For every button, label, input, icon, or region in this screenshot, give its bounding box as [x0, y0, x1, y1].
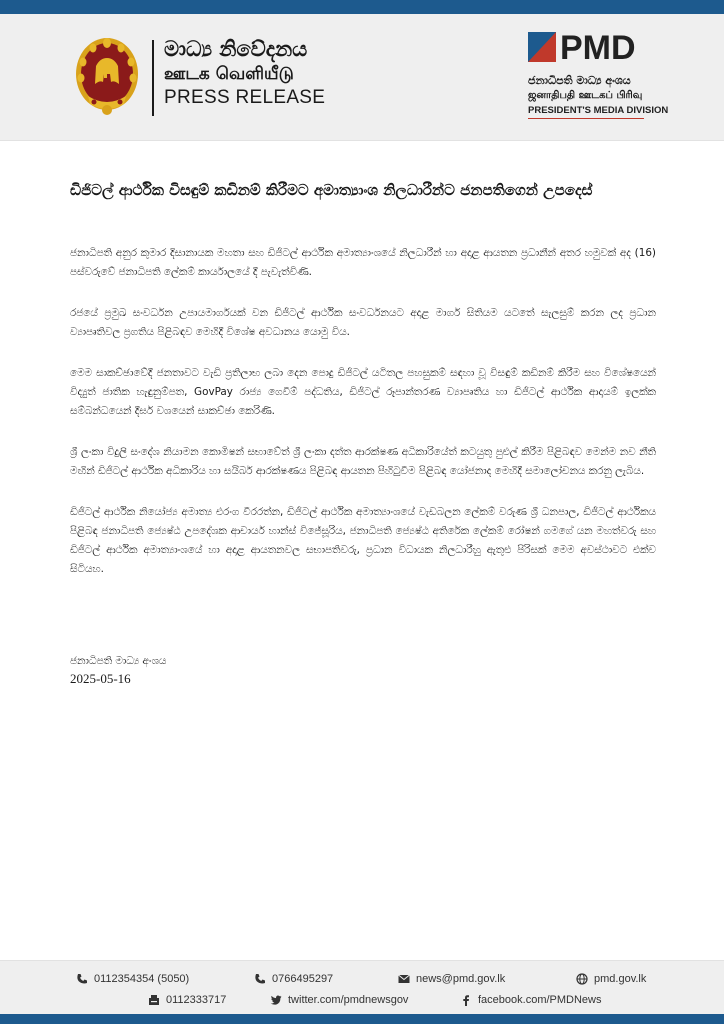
footer-facebook[interactable]	[460, 994, 602, 1006]
header-divider	[152, 40, 154, 116]
paragraph: මෙම සාකච්ඡාවේදී ජනතාවට වැඩි ප්‍රතිලාභ ලබා දෙන පොදු ඩිජිටල් යටිතල පහසුකම් සඳහා වූ විසඳුම් කඩිනම් කිරීම සහ විශේෂයෙන් විද්‍යුත් ජාතික හැඳුනුම්පත, GovPay රාජ්‍ය ගෙවීම් පද්ධතිය, ඩිජිටල් රූපාන්තරණ ව්‍යාපෘතිය හා ඩිජිටල් ආර්ථික ආදායම් ඉලක්ක සම්බන්ධයෙන් දීර්ඝ වශයෙන් සාකච්ඡා කෙරිණි.	[70, 367, 656, 417]
bottom-accent-stripe	[0, 1014, 724, 1024]
footer-website-text: pmd.gov.lk	[594, 973, 647, 985]
top-accent-stripe	[0, 0, 724, 14]
footer-phone-2-text: 0766495297	[272, 973, 334, 985]
pmd-name-english-text: PRESIDENT'S MEDIA DIVISION	[528, 105, 669, 116]
press-release-title	[164, 36, 394, 110]
footer-email[interactable]	[398, 973, 505, 985]
footer-twitter-text: twitter.com/pmdnewsgov	[288, 994, 409, 1006]
globe-icon	[576, 973, 588, 985]
article-heading: ඩිජිටල් ආර්ථික විසඳුම් කඩිනම් කිරීමට අමාත්‍යාංශ නිලධාරීන්ට ජනපතිගෙන් උපදෙස්	[70, 181, 593, 199]
pmd-name-sinhala: ජනාධිපති මාධ්‍ය අංශය	[528, 74, 631, 87]
footer-facebook-text: facebook.com/PMDNews	[478, 994, 602, 1006]
sri-lanka-emblem	[74, 34, 140, 118]
page-footer	[0, 960, 724, 1015]
signoff	[70, 652, 166, 688]
page-header	[0, 0, 724, 141]
pmd-underline	[528, 118, 644, 119]
pmd-logo-text: PMD	[560, 29, 636, 67]
footer-website[interactable]	[576, 973, 646, 985]
paragraph: රජයේ ප්‍රමුඛ සංවර්ධන උපායමාර්ගයක් වන ඩිජිටල් ආර්ථික සංවර්ධනයට අදාළ මාර්ග සිතියම යටතේ සැලසුම් කරන ලද ප්‍රධාන ව්‍යාපෘතිවල ප්‍රගතිය පිළිබඳව මෙහිදී විශේෂ අවධානය යොමු විය.	[70, 307, 656, 338]
fax-icon	[148, 994, 160, 1006]
title-sinhala: මාධ්‍ය නිවේදනය	[164, 37, 308, 61]
mail-icon	[398, 973, 410, 985]
footer-fax[interactable]	[148, 994, 226, 1006]
footer-fax-text: 0112333717	[166, 994, 227, 1006]
footer-phone-2[interactable]	[254, 973, 333, 985]
footer-email-text: news@pmd.gov.lk	[416, 973, 506, 985]
phone-icon	[254, 973, 266, 985]
release-date: 2025-05-16	[70, 671, 131, 686]
footer-phone-1-text: 0112354354 (5050)	[94, 973, 190, 985]
pmd-logo-icon	[528, 32, 556, 62]
article-body	[70, 178, 656, 601]
signoff-organization: ජනාධිපති මාධ්‍ය අංශය	[70, 655, 167, 667]
footer-phone-1[interactable]	[76, 973, 189, 985]
twitter-icon	[270, 994, 282, 1006]
paragraph: ශ්‍රී ලංකා විදුලි සංදේශ නියාමන කොමිෂන් සභාවේත් ශ්‍රී ලංකා දත්ත ආරක්ෂණ අධිකාරියේත් කටයුතු පුළුල් කිරීම පිළිබඳව මෙන්ම නව නීති මඟින් ඩිජිටල් ආර්ථික අධිකාරිය හා සයිබර් ආරක්ෂණය පිළිබඳ ආයතන පිහිටුවීම පිළිබඳ යෝජනාද මෙහිදී සමාලෝචනය කරනු ලැබිය.	[70, 446, 656, 477]
pmd-name-tamil: ஜனாதிபதி ஊடகப் பிரிவு	[528, 90, 643, 101]
facebook-icon	[460, 994, 472, 1006]
title-tamil: ஊடக வெளியீடு	[164, 64, 294, 84]
pmd-name-english	[528, 105, 668, 119]
footer-twitter[interactable]	[270, 994, 408, 1006]
paragraph: ජනාධිපති අනුර කුමාර දිසානායක මහතා සහ ඩිජිටල් ආර්ථික අමාත්‍යාංශයේ නිලධාරීන් හා අදාළ ආයතන ප්‍රධානීන් අතර හමුවක් අද (16) පස්වරුවේ ජනාධිපති ලේකම් කාර්යාලයේ දී පැවැත්විණි.	[70, 247, 656, 278]
paragraph: ඩිජිටල් ආර්ථික නියෝජ්‍ය අමාත්‍ය එරංග වීරරත්න, ඩිජිටල් ආර්ථික අමාත්‍යාංශයේ වැඩබලන ලේකම් වරුණ ශ්‍රී ධනපාල, ඩිජිටල් ආර්ථිකය පිළිබඳ ජනාධිපති ජ්‍යෙෂ්ඨ උපදේශක ආචාර්ය හාන්ස් විජේසූරිය, ජනාධිපති ජ්‍යෙෂ්ඨ අතිරේක ලේකම් රෝෂන් ගමගේ යන මහත්වරු සහ ඩිජිටල් ආර්ථික අමාත්‍යාංශයේ හා අදාළ ආයතනවල සභාපතිවරු, ප්‍රධාන විධායක නිලධාරීහු ඇතුළු පිරිසක් මෙම අවස්ථාවට එක්ව සිටියහ.	[70, 506, 656, 575]
title-english: PRESS RELEASE	[164, 87, 326, 108]
phone-icon	[76, 973, 88, 985]
